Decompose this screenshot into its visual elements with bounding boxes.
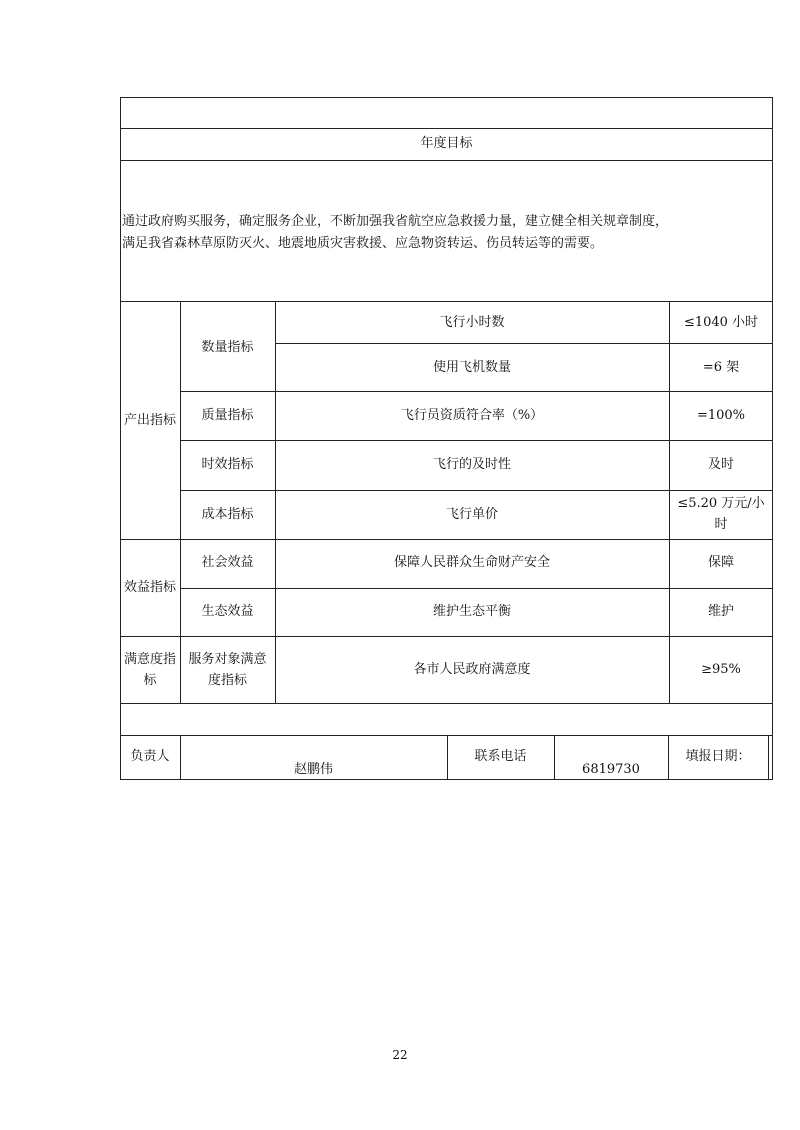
row-divider [180,588,773,589]
output-indicator-label: 产出指标 [123,413,176,428]
report-date-label: 填报日期： [685,749,751,764]
flight-timeliness-item: 飞行的及时性 [432,457,511,472]
cost-indicator-label: 成本指标 [201,507,254,522]
social-benefit-item: 保障人民群众生命财产安全 [393,555,550,570]
annual-goal-title: 年度目标 [420,136,473,151]
page-number: 22 [392,1048,408,1062]
pilot-qualification-value: =100% [696,408,746,423]
aircraft-count-value: =6 架 [702,360,740,375]
service-satisfaction-label-line-2: 度指标 [207,673,247,688]
social-benefit-label: 社会效益 [201,555,254,570]
row-divider [275,343,773,344]
phone-number: 6819730 [582,762,640,777]
city-government-satisfaction-item: 各市人民政府满意度 [413,662,531,677]
responsible-person-name: 赵鹏伟 [293,762,333,777]
timeliness-indicator-label: 时效指标 [201,457,254,472]
col-divider [180,301,181,704]
service-satisfaction-label-line-1: 服务对象满意 [188,652,267,667]
unit-price-value-line-1: ≤5.20 万元/小 [677,496,765,511]
flight-timeliness-value: 及时 [707,457,734,472]
ecological-benefit-label: 生态效益 [201,604,254,619]
row-divider [180,490,773,491]
row-divider [120,160,773,161]
unit-price-value-line-2: 时 [714,517,728,532]
row-divider [180,440,773,441]
col-divider [768,735,769,780]
quantity-indicator-label: 数量指标 [201,340,254,355]
row-divider [120,539,773,540]
row-divider [120,636,773,637]
row-divider [180,391,773,392]
flight-hours-item: 飞行小时数 [439,315,505,330]
ecological-benefit-item: 维护生态平衡 [432,604,511,619]
city-government-satisfaction-value: ≥95% [701,662,741,677]
unit-price-item: 飞行单价 [445,507,498,522]
quality-indicator-label: 质量指标 [201,408,254,423]
satisfaction-label-line-2: 标 [143,673,157,688]
flight-hours-value: ≤1040 小时 [683,315,759,330]
annual-goal-line-2: 满足我省森林草原防灭火、地震地质灾害救援、应急物资转运、伤员转运等的需要。 [122,236,604,251]
satisfaction-label-line-1: 满意度指 [123,652,176,667]
row-divider [120,128,773,129]
aircraft-count-item: 使用飞机数量 [432,360,511,375]
benefit-indicator-label: 效益指标 [123,580,176,595]
phone-label: 联系电话 [474,749,527,764]
social-benefit-value: 保障 [707,555,734,570]
pilot-qualification-item: 飞行员资质符合率（%） [400,408,544,423]
ecological-benefit-value: 维护 [707,604,734,619]
annual-goal-line-1: 通过政府购买服务，确定服务企业，不断加强我省航空应急救援力量，建立健全相关规章制度， [122,214,669,229]
responsible-person-label: 负责人 [130,749,170,764]
